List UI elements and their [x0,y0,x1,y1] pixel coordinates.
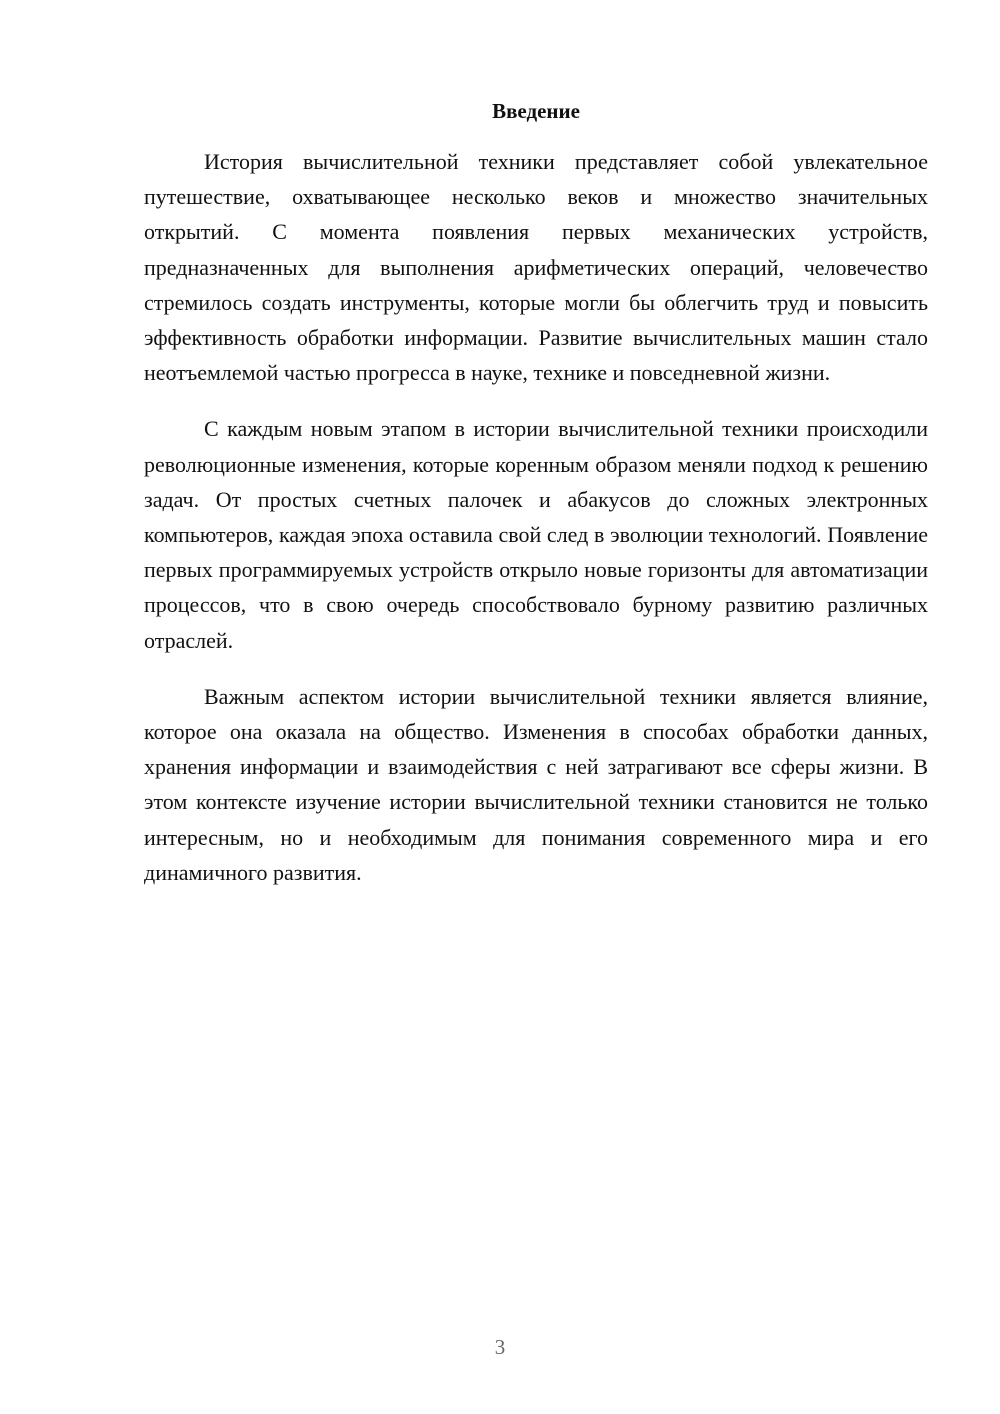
paragraph-3: Важным аспектом истории вычислительной техники является влияние, которое она оказала на общество. Изменения в способах обработки данных, хранения информации и взаимодействия с ней затрагивают все сферы жизни. В этом контексте изучение истории вычислительной техники становится не только интересным, но и необходимым для понимания современного мира и его динамичного развития. [144,683,928,885]
paragraph-1: История вычислительной техники представляет собой увлекательное путешествие, охватывающее несколько веков и множество значительных открытий. С момента появления первых механических устройств, предназначенных для выполнения арифметических операций, человечество стремилось создать инструменты, которые могли бы облегчить труд и повысить эффективность обработки информации. Развитие вычислительных машин стало неотъемлемой частью прогресса в науке, технике и повседневной жизни. [144,149,928,386]
page-number: 3 [494,1335,506,1359]
section-heading: Введение [492,99,580,123]
page-content [144,96,928,911]
paragraph-2: С каждым новым этапом в истории вычислительной техники происходили революционные изменения, которые коренным образом меняли подход к решению задач. От простых счетных палочек и абакусов до сложных электронных компьютеров, каждая эпоха оставила свой след в эволюции технологий. Появление первых программируемых устройств открыло новые горизонты для автоматизации процессов, что в свою очередь способствовало бурному развитию различных отраслей. [144,416,928,653]
